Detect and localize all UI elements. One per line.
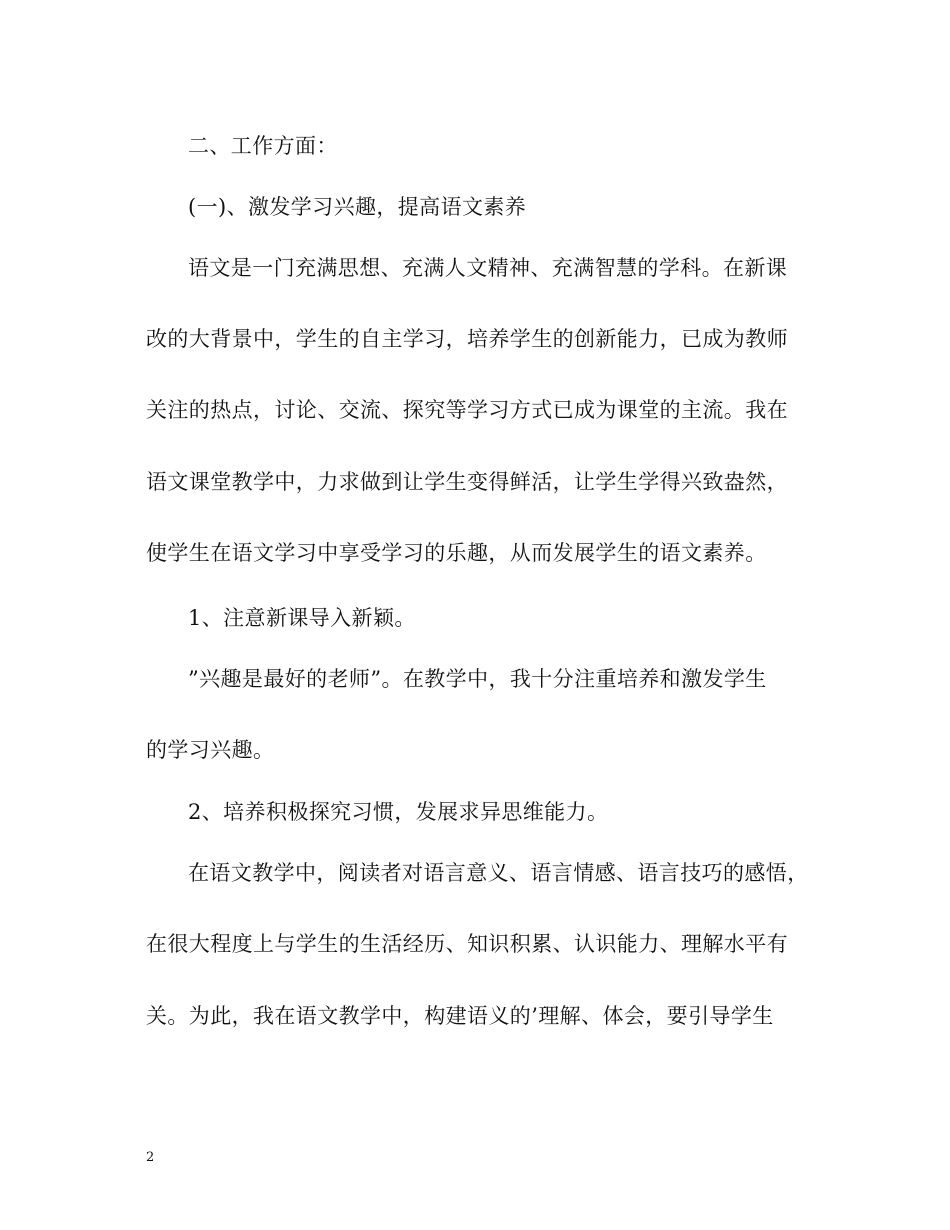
paragraph-line: 关注的热点，讨论、交流、探究等学习方式已成为课堂的主流。我在 [146, 398, 788, 422]
paragraph-line: 语文课堂教学中，力求做到让学生变得鲜活，让学生学得兴致盎然， [146, 470, 788, 494]
paragraph-line: 的学习兴趣。 [146, 738, 275, 762]
paragraph-line: 在语文教学中，阅读者对语言意义、语言情感、语言技巧的感悟， [188, 861, 809, 885]
page-number: 2 [146, 1150, 155, 1165]
subsection-heading: (一)、激发学习兴趣，提高语文素养 [188, 195, 527, 219]
paragraph-line: 关。为此，我在语文教学中，构建语义的’理解、体会，要引导学生 [146, 1004, 774, 1028]
paragraph-line: ”兴趣是最好的老师”。在教学中，我十分注重培养和激发学生 [188, 667, 767, 691]
paragraph-line: 语文是一门充满思想、充满人文精神、充满智慧的学科。在新课 [188, 256, 788, 280]
paragraph-line: 改的大背景中，学生的自主学习，培养学生的创新能力，已成为教师 [146, 327, 788, 351]
list-item-heading: 1、注意新课导入新颖。 [188, 606, 416, 630]
section-heading: 二、工作方面： [188, 134, 338, 158]
paragraph-line: 使学生在语文学习中享受学习的乐趣，从而发展学生的语文素养。 [146, 541, 767, 565]
paragraph-line: 在很大程度上与学生的生活经历、知识积累、认识能力、理解水平有 [146, 932, 788, 956]
list-item-heading: 2、培养积极探究习惯，发展求异思维能力。 [188, 800, 609, 824]
